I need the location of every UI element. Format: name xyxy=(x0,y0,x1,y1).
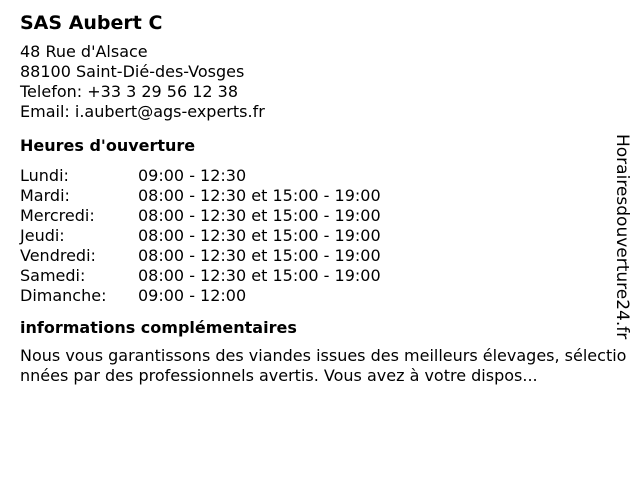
hours-time: 08:00 - 12:30 et 15:00 - 19:00 xyxy=(138,266,381,285)
hours-row-monday xyxy=(20,166,620,186)
info-heading: informations complémentaires xyxy=(20,318,297,337)
hours-day: Lundi: xyxy=(20,166,69,185)
business-name: SAS Aubert C xyxy=(20,12,163,34)
hours-day: Jeudi: xyxy=(20,226,65,245)
hours-time: 08:00 - 12:30 et 15:00 - 19:00 xyxy=(138,206,381,225)
hours-day: Dimanche: xyxy=(20,286,107,305)
hours-day: Vendredi: xyxy=(20,246,96,265)
hours-day: Mercredi: xyxy=(20,206,95,225)
hours-row-saturday xyxy=(20,266,620,286)
phone-text: Telefon: +33 3 29 56 12 38 xyxy=(20,82,239,101)
hours-table xyxy=(20,166,620,306)
contact-block xyxy=(20,42,620,122)
address-city: 88100 Saint-Dié-des-Vosges xyxy=(20,62,245,81)
hours-time: 08:00 - 12:30 et 15:00 - 19:00 xyxy=(138,186,381,205)
hours-time: 08:00 - 12:30 et 15:00 - 19:00 xyxy=(138,226,381,245)
hours-time: 08:00 - 12:30 et 15:00 - 19:00 xyxy=(138,246,381,265)
address-street: 48 Rue d'Alsace xyxy=(20,42,148,61)
hours-day: Samedi: xyxy=(20,266,86,285)
email-text: Email: i.aubert@ags-experts.fr xyxy=(20,102,265,121)
hours-row-sunday xyxy=(20,286,620,306)
hours-row-wednesday xyxy=(20,206,620,226)
hours-time: 09:00 - 12:30 xyxy=(138,166,247,185)
site-watermark: Horairesdouverture24.fr xyxy=(612,134,632,340)
hours-row-thursday xyxy=(20,226,620,246)
hours-day: Mardi: xyxy=(20,186,70,205)
hours-heading: Heures d'ouverture xyxy=(20,136,196,155)
info-description: Nous vous garantissons des viandes issues des meilleurs élevages, sélectionnées par des professionnels avertis. Vous avez à votre dispos... xyxy=(20,346,627,385)
hours-row-tuesday xyxy=(20,186,620,206)
hours-time: 09:00 - 12:00 xyxy=(138,286,247,305)
hours-row-friday xyxy=(20,246,620,266)
